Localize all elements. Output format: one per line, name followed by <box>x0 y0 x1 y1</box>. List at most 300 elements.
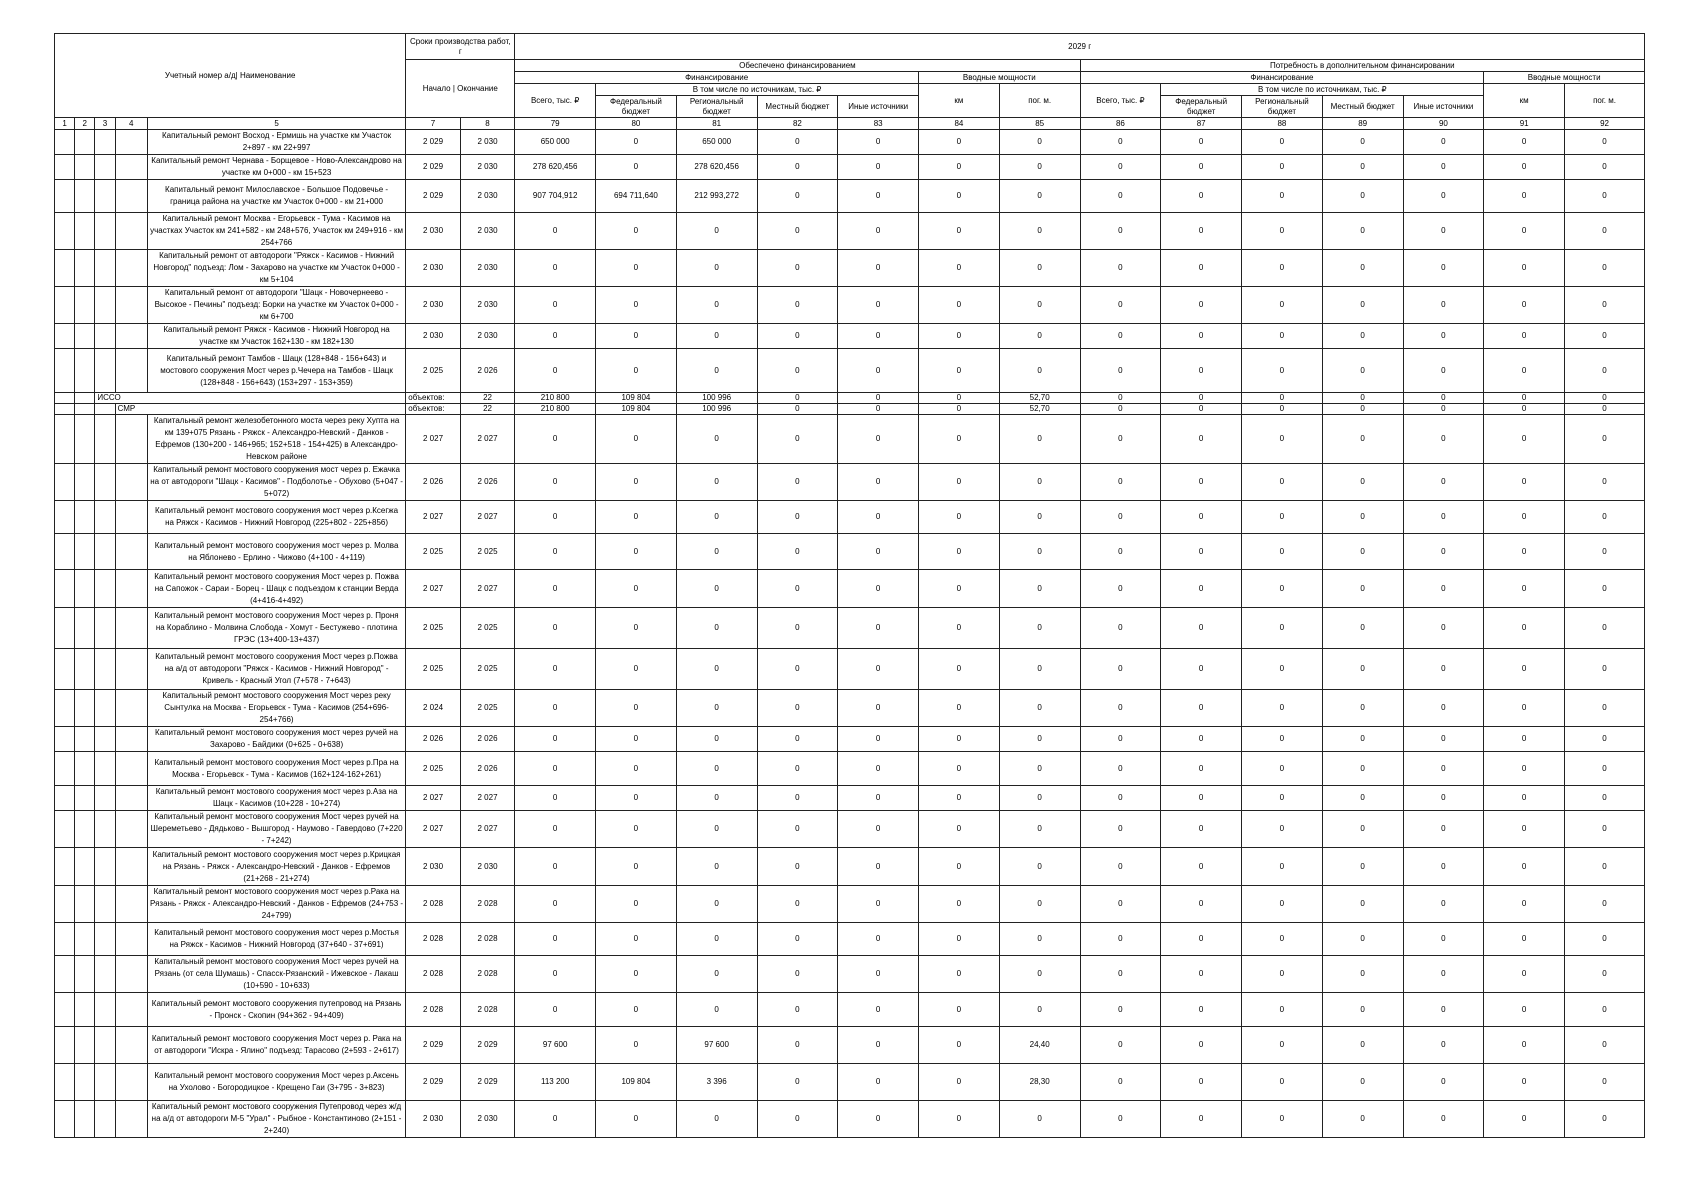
value-cell: 0 <box>1322 349 1403 393</box>
empty-cell <box>75 1027 95 1064</box>
empty-cell <box>95 649 115 690</box>
value-cell: 0 <box>757 250 838 287</box>
table-row[interactable] <box>55 727 1645 752</box>
object-name: Капитальный ремонт мостового сооружения мост через р.Крицкая на Рязань - Ряжск - Александро-Невский - Данков - Ефремов (21+268 - 21+274) <box>147 848 405 886</box>
group-value: 0 <box>1484 393 1565 404</box>
value-cell: 0 <box>1484 923 1565 956</box>
table-row[interactable] <box>55 1027 1645 1064</box>
value-cell: 0 <box>999 1101 1080 1138</box>
empty-cell <box>95 1027 115 1064</box>
value-cell: 0 <box>596 752 677 786</box>
object-name: Капитальный ремонт мостового сооружения мост через р. Ежачка на от автодороги "Шацк - Касимов" - Подболотье - Обухово (5+047 - 5+072) <box>147 464 405 501</box>
empty-cell <box>75 1064 95 1101</box>
empty-cell <box>55 130 75 155</box>
value-cell: 0 <box>838 287 919 324</box>
empty-cell <box>115 155 147 180</box>
table-row[interactable] <box>55 180 1645 213</box>
table-row[interactable] <box>55 649 1645 690</box>
value-cell: 0 <box>838 727 919 752</box>
value-cell: 0 <box>1242 287 1323 324</box>
empty-cell <box>55 956 75 993</box>
value-cell: 0 <box>596 956 677 993</box>
value-cell: 0 <box>838 1027 919 1064</box>
object-name: Капитальный ремонт Чернава - Борщевое - Ново-Александрово на участке км 0+000 - км 15+523 <box>147 155 405 180</box>
value-cell: 0 <box>515 886 596 923</box>
value-cell: 0 <box>1484 956 1565 993</box>
empty-cell <box>55 404 75 415</box>
value-cell: 0 <box>1484 727 1565 752</box>
object-name: Капитальный ремонт мостового сооружения Мост через ручей на Шереметьево - Дядьково - Вышгород - Наумово - Гавердово (7+220 - 7+242) <box>147 811 405 848</box>
empty-cell <box>115 464 147 501</box>
value-cell: 0 <box>757 690 838 727</box>
value-cell: 0 <box>838 155 919 180</box>
value-cell: 24,40 <box>999 1027 1080 1064</box>
empty-cell <box>55 886 75 923</box>
value-cell: 0 <box>1242 752 1323 786</box>
object-name: Капитальный ремонт Ряжск - Касимов - Нижний Новгород на участке км Участок 162+130 - км 182+130 <box>147 324 405 349</box>
value-cell: 0 <box>1080 727 1161 752</box>
value-cell: 0 <box>1080 786 1161 811</box>
value-cell: 0 <box>1403 811 1484 848</box>
value-cell: 0 <box>1322 811 1403 848</box>
table-row[interactable] <box>55 690 1645 727</box>
value-cell: 0 <box>676 727 757 752</box>
header-pm-needs: пог. м. <box>1565 84 1645 118</box>
column-number: 3 <box>95 118 115 130</box>
header-regional-needs: Региональный бюджет <box>1242 96 1323 118</box>
value-cell: 0 <box>1242 1064 1323 1101</box>
value-cell: 0 <box>596 324 677 349</box>
value-cell: 0 <box>1080 956 1161 993</box>
value-cell: 0 <box>596 155 677 180</box>
table-row[interactable] <box>55 886 1645 923</box>
value-cell: 0 <box>1565 690 1645 727</box>
year-start: 2 027 <box>406 811 461 848</box>
value-cell: 0 <box>1565 180 1645 213</box>
value-cell: 0 <box>1242 608 1323 649</box>
value-cell: 0 <box>919 1027 1000 1064</box>
value-cell: 0 <box>1484 155 1565 180</box>
empty-cell <box>75 649 95 690</box>
year-end: 2 030 <box>460 848 515 886</box>
value-cell: 0 <box>838 752 919 786</box>
empty-cell <box>95 250 115 287</box>
table-row[interactable] <box>55 501 1645 534</box>
header-local-needs: Местный бюджет <box>1322 96 1403 118</box>
column-number: 88 <box>1242 118 1323 130</box>
group-value: 22 <box>460 393 515 404</box>
object-name: Капитальный ремонт мостового сооружения Путепровод через ж/д на а/д от автодороги М-5 "Урал" - Рыбное - Константиново (2+151 - 2+240) <box>147 1101 405 1138</box>
value-cell: 0 <box>1322 464 1403 501</box>
group-value: 210 800 <box>515 393 596 404</box>
value-cell: 0 <box>1161 180 1242 213</box>
column-number: 5 <box>147 118 405 130</box>
value-cell: 0 <box>1403 155 1484 180</box>
value-cell: 0 <box>1403 415 1484 464</box>
table-row[interactable] <box>55 534 1645 570</box>
value-cell: 0 <box>1242 848 1323 886</box>
value-cell: 0 <box>1080 534 1161 570</box>
object-name: Капитальный ремонт Тамбов - Шацк (128+848 - 156+643) и мостового сооружения Мост через р.Чечера на Тамбов - Шацк (128+848 - 156+643) (153+297 - 153+359) <box>147 349 405 393</box>
year-end: 2 030 <box>460 130 515 155</box>
table-row[interactable] <box>55 155 1645 180</box>
value-cell: 0 <box>596 886 677 923</box>
value-cell: 0 <box>838 415 919 464</box>
empty-cell <box>55 324 75 349</box>
value-cell: 0 <box>1161 250 1242 287</box>
empty-cell <box>55 155 75 180</box>
value-cell: 0 <box>1484 130 1565 155</box>
value-cell: 0 <box>999 180 1080 213</box>
empty-cell <box>115 993 147 1027</box>
table-row[interactable] <box>55 570 1645 608</box>
empty-cell <box>95 130 115 155</box>
empty-cell <box>95 923 115 956</box>
year-end: 2 029 <box>460 1064 515 1101</box>
value-cell: 0 <box>1565 501 1645 534</box>
header-capacity-funded: Вводные мощности <box>919 72 1081 84</box>
empty-cell <box>95 811 115 848</box>
value-cell: 0 <box>838 608 919 649</box>
value-cell: 0 <box>838 534 919 570</box>
value-cell: 0 <box>515 501 596 534</box>
empty-cell <box>95 848 115 886</box>
object-name: Капитальный ремонт мостового сооружения Мост через р.Пра на Москва - Егорьевск - Тума - Касимов (162+124-162+261) <box>147 752 405 786</box>
value-cell: 0 <box>757 155 838 180</box>
empty-cell <box>95 886 115 923</box>
header-needs: Потребность в дополнительном финансировании <box>1080 60 1644 72</box>
value-cell: 0 <box>919 213 1000 250</box>
group-row-smr[interactable] <box>55 404 1645 415</box>
year-start: 2 027 <box>406 501 461 534</box>
empty-cell <box>55 786 75 811</box>
value-cell: 0 <box>999 324 1080 349</box>
value-cell: 0 <box>1161 649 1242 690</box>
value-cell: 0 <box>1403 180 1484 213</box>
value-cell: 0 <box>676 1101 757 1138</box>
year-start: 2 029 <box>406 180 461 213</box>
value-cell: 0 <box>757 130 838 155</box>
value-cell: 0 <box>1322 786 1403 811</box>
value-cell: 0 <box>919 786 1000 811</box>
table-row[interactable] <box>55 130 1645 155</box>
empty-cell <box>95 155 115 180</box>
value-cell: 0 <box>999 250 1080 287</box>
year-end: 2 030 <box>460 155 515 180</box>
table-row[interactable] <box>55 349 1645 393</box>
empty-cell <box>55 415 75 464</box>
table-row[interactable] <box>55 752 1645 786</box>
value-cell: 0 <box>515 287 596 324</box>
value-cell: 0 <box>1484 690 1565 727</box>
empty-cell <box>55 534 75 570</box>
value-cell: 0 <box>1484 250 1565 287</box>
value-cell: 0 <box>1322 501 1403 534</box>
empty-cell <box>95 501 115 534</box>
value-cell: 0 <box>1080 415 1161 464</box>
value-cell: 0 <box>838 886 919 923</box>
value-cell: 0 <box>919 464 1000 501</box>
value-cell: 0 <box>838 993 919 1027</box>
value-cell: 0 <box>838 213 919 250</box>
empty-cell <box>75 349 95 393</box>
table-row[interactable] <box>55 786 1645 811</box>
table-row[interactable] <box>55 324 1645 349</box>
empty-cell <box>55 993 75 1027</box>
year-start: 2 025 <box>406 534 461 570</box>
empty-cell <box>95 956 115 993</box>
object-name: Капитальный ремонт мостового сооружения Мост через реку Сынтулка на Москва - Егорьевск - Тума - Касимов (254+696-254+766) <box>147 690 405 727</box>
table-row[interactable] <box>55 250 1645 287</box>
value-cell: 0 <box>515 324 596 349</box>
value-cell: 0 <box>919 993 1000 1027</box>
value-cell: 0 <box>515 690 596 727</box>
object-name: Капитальный ремонт мостового сооружения мост через р.Мостья на Ряжск - Касимов - Нижний Новгород (37+640 - 37+691) <box>147 923 405 956</box>
year-start: 2 025 <box>406 608 461 649</box>
empty-cell <box>115 180 147 213</box>
object-name: Капитальный ремонт железобетонного моста через реку Хупта на км 139+075 Рязань - Ряжск - Александро-Невский - Данков - Ефремов (130+200 - 146+965; 152+518 - 154+425) в Александро-Невском районе <box>147 415 405 464</box>
empty-cell <box>75 608 95 649</box>
column-number: 84 <box>919 118 1000 130</box>
header-other-funded: Иные источники <box>838 96 919 118</box>
value-cell: 0 <box>1403 848 1484 886</box>
value-cell: 0 <box>999 155 1080 180</box>
value-cell: 0 <box>676 534 757 570</box>
value-cell: 0 <box>1403 993 1484 1027</box>
value-cell: 97 600 <box>676 1027 757 1064</box>
empty-cell <box>95 1064 115 1101</box>
value-cell: 0 <box>1080 155 1161 180</box>
value-cell: 0 <box>596 649 677 690</box>
value-cell: 0 <box>1403 1064 1484 1101</box>
value-cell: 0 <box>1242 1101 1323 1138</box>
year-end: 2 025 <box>460 690 515 727</box>
empty-cell <box>75 501 95 534</box>
value-cell: 0 <box>676 752 757 786</box>
year-start: 2 030 <box>406 1101 461 1138</box>
object-name: Капитальный ремонт мостового сооружения мост через р.Рака на Рязань - Ряжск - Александро-Невский - Данков - Ефремов (24+753 - 24+799) <box>147 886 405 923</box>
value-cell: 0 <box>999 923 1080 956</box>
empty-cell <box>115 250 147 287</box>
value-cell: 0 <box>1322 690 1403 727</box>
value-cell: 0 <box>1322 886 1403 923</box>
value-cell: 0 <box>1080 349 1161 393</box>
table-row[interactable] <box>55 848 1645 886</box>
year-start: 2 028 <box>406 886 461 923</box>
table-row[interactable] <box>55 608 1645 649</box>
value-cell: 0 <box>1403 786 1484 811</box>
empty-cell <box>55 923 75 956</box>
value-cell: 0 <box>1242 923 1323 956</box>
table-row[interactable] <box>55 956 1645 993</box>
value-cell: 0 <box>1161 1101 1242 1138</box>
value-cell: 0 <box>1322 287 1403 324</box>
group-value: 0 <box>1080 404 1161 415</box>
year-end: 2 028 <box>460 886 515 923</box>
value-cell: 0 <box>596 690 677 727</box>
group-value: 0 <box>1322 404 1403 415</box>
value-cell: 0 <box>1242 155 1323 180</box>
value-cell: 0 <box>1565 811 1645 848</box>
empty-cell <box>55 690 75 727</box>
value-cell: 0 <box>676 570 757 608</box>
value-cell: 0 <box>1080 1064 1161 1101</box>
value-cell: 0 <box>1161 886 1242 923</box>
header-period: Сроки производства работ, г <box>406 34 515 60</box>
value-cell: 0 <box>999 501 1080 534</box>
empty-cell <box>115 534 147 570</box>
year-end: 2 030 <box>460 213 515 250</box>
table-row[interactable] <box>55 811 1645 848</box>
value-cell: 0 <box>1322 1064 1403 1101</box>
table-row[interactable] <box>55 923 1645 956</box>
value-cell: 0 <box>1080 287 1161 324</box>
value-cell: 0 <box>676 608 757 649</box>
group-value: 0 <box>838 393 919 404</box>
group-label: СМР <box>115 404 406 415</box>
object-name: Капитальный ремонт мостового сооружения мост через ручей на Захарово - Байдики (0+625 - 0+638) <box>147 727 405 752</box>
group-value: 0 <box>838 404 919 415</box>
table-row[interactable] <box>55 287 1645 324</box>
table-row[interactable] <box>55 464 1645 501</box>
object-name: Капитальный ремонт от автодороги "Ряжск - Касимов - Нижний Новгород" подъезд: Лом - Захарово на участке км Участок 0+000 - км 5+104 <box>147 250 405 287</box>
value-cell: 0 <box>757 1101 838 1138</box>
value-cell: 0 <box>1161 349 1242 393</box>
value-cell: 0 <box>1161 501 1242 534</box>
value-cell: 0 <box>676 464 757 501</box>
value-cell: 0 <box>999 993 1080 1027</box>
empty-cell <box>95 213 115 250</box>
value-cell: 0 <box>1403 608 1484 649</box>
empty-cell <box>95 993 115 1027</box>
value-cell: 0 <box>1403 1027 1484 1064</box>
value-cell: 0 <box>1161 155 1242 180</box>
header-title: Учетный номер а/д| Наименование <box>55 34 406 118</box>
value-cell: 0 <box>919 130 1000 155</box>
table-row[interactable] <box>55 1064 1645 1101</box>
header-sources-funded: В том числе по источникам, тыс. ₽ <box>596 84 919 96</box>
value-cell: 0 <box>999 727 1080 752</box>
value-cell: 0 <box>757 649 838 690</box>
value-cell: 0 <box>515 811 596 848</box>
value-cell: 0 <box>1484 993 1565 1027</box>
value-cell: 0 <box>1484 415 1565 464</box>
year-end: 2 028 <box>460 923 515 956</box>
value-cell: 0 <box>1322 180 1403 213</box>
empty-cell <box>115 1027 147 1064</box>
value-cell: 0 <box>1080 923 1161 956</box>
group-value: 0 <box>1484 404 1565 415</box>
year-end: 2 030 <box>460 250 515 287</box>
value-cell: 0 <box>1080 130 1161 155</box>
value-cell: 0 <box>1322 956 1403 993</box>
empty-cell <box>95 1101 115 1138</box>
year-end: 2 026 <box>460 349 515 393</box>
value-cell: 0 <box>1565 993 1645 1027</box>
column-number: 89 <box>1322 118 1403 130</box>
value-cell: 0 <box>515 848 596 886</box>
value-cell: 0 <box>515 213 596 250</box>
year-start: 2 029 <box>406 155 461 180</box>
value-cell: 0 <box>596 1027 677 1064</box>
table-row[interactable] <box>55 415 1645 464</box>
header-financing-needs: Финансирование <box>1080 72 1484 84</box>
value-cell: 0 <box>757 324 838 349</box>
year-end: 2 027 <box>460 570 515 608</box>
empty-cell <box>55 287 75 324</box>
object-name: Капитальный ремонт мостового сооружения мост через р.Аза на Шацк - Касимов (10+228 - 10+274) <box>147 786 405 811</box>
empty-cell <box>115 786 147 811</box>
year-end: 2 030 <box>460 324 515 349</box>
group-value: 0 <box>1403 393 1484 404</box>
value-cell: 0 <box>1242 993 1323 1027</box>
value-cell: 0 <box>1403 727 1484 752</box>
value-cell: 0 <box>1161 287 1242 324</box>
value-cell: 0 <box>999 649 1080 690</box>
value-cell: 0 <box>1161 956 1242 993</box>
value-cell: 278 620,456 <box>676 155 757 180</box>
empty-cell <box>75 250 95 287</box>
empty-cell <box>75 923 95 956</box>
value-cell: 0 <box>1403 464 1484 501</box>
column-number: 87 <box>1161 118 1242 130</box>
value-cell: 0 <box>1161 848 1242 886</box>
value-cell: 0 <box>676 886 757 923</box>
year-end: 2 025 <box>460 534 515 570</box>
value-cell: 0 <box>919 608 1000 649</box>
value-cell: 0 <box>1080 811 1161 848</box>
group-value: 109 804 <box>596 393 677 404</box>
value-cell: 0 <box>1080 690 1161 727</box>
table-row[interactable] <box>55 993 1645 1027</box>
group-count-label: объектов: <box>406 404 461 415</box>
value-cell: 0 <box>1565 415 1645 464</box>
value-cell: 0 <box>757 180 838 213</box>
column-number: 91 <box>1484 118 1565 130</box>
year-end: 2 025 <box>460 608 515 649</box>
table-row[interactable] <box>55 213 1645 250</box>
value-cell: 0 <box>1565 1101 1645 1138</box>
value-cell: 0 <box>919 287 1000 324</box>
group-row-isso[interactable] <box>55 393 1645 404</box>
column-numbers-row <box>55 118 1645 130</box>
empty-cell <box>115 727 147 752</box>
value-cell: 0 <box>757 886 838 923</box>
value-cell: 0 <box>919 501 1000 534</box>
value-cell: 0 <box>1080 213 1161 250</box>
value-cell: 0 <box>1161 1064 1242 1101</box>
value-cell: 0 <box>1565 727 1645 752</box>
object-name: Капитальный ремонт мостового сооружения Мост через р. Пожва на Сапожок - Сараи - Борец - Шацк с подъездом к станции Верда (4+416-4+492) <box>147 570 405 608</box>
value-cell: 0 <box>676 993 757 1027</box>
value-cell: 109 804 <box>596 1064 677 1101</box>
value-cell: 0 <box>1403 752 1484 786</box>
value-cell: 0 <box>1565 534 1645 570</box>
column-number: 86 <box>1080 118 1161 130</box>
empty-cell <box>55 811 75 848</box>
column-number: 82 <box>757 118 838 130</box>
value-cell: 0 <box>1322 130 1403 155</box>
value-cell: 0 <box>999 130 1080 155</box>
empty-cell <box>95 786 115 811</box>
value-cell: 0 <box>1242 501 1323 534</box>
value-cell: 0 <box>1403 649 1484 690</box>
group-value: 0 <box>1161 404 1242 415</box>
value-cell: 0 <box>676 287 757 324</box>
column-number: 81 <box>676 118 757 130</box>
table-row[interactable] <box>55 1101 1645 1138</box>
value-cell: 113 200 <box>515 1064 596 1101</box>
